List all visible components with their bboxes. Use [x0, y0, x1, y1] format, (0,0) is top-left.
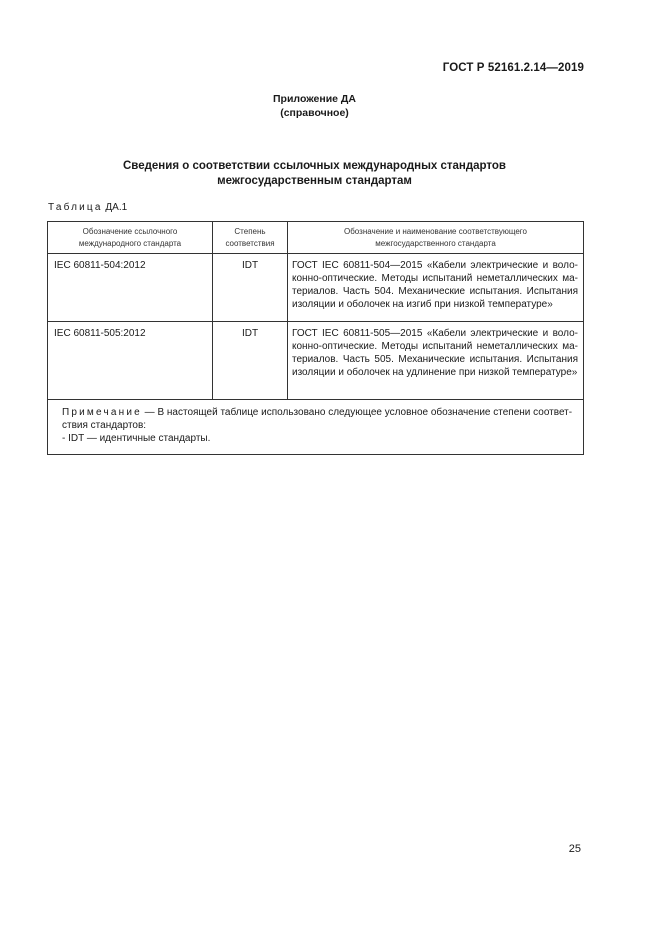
table-caption-number: ДА.1: [105, 202, 128, 213]
document-code: ГОСТ Р 52161.2.14—2019: [442, 62, 584, 74]
table-note: [48, 400, 584, 455]
table-note-row: [48, 400, 584, 455]
section-title: [0, 159, 629, 189]
header-col2-line1: Степень: [234, 227, 266, 236]
annex-title: Приложение ДА: [273, 93, 356, 105]
cell-degree: IDT: [213, 322, 288, 400]
header-col1-line2: международного стандарта: [78, 239, 182, 248]
header-col3-line1: Обозначение и наименование соответствующего: [344, 227, 527, 236]
header-col1-line1: Обозначение ссылочного: [82, 227, 178, 236]
page-number: 25: [568, 843, 581, 855]
cell-standard-name: ГОСТ IEC 60811-504—2015 «Кабели электрические и волоконно-оптические. Методы испытаний неметаллических материалов. Часть 504. Механические испытания. Испытания изоляции и оболочек на изгиб при низкой температуре»: [288, 254, 584, 322]
table-caption-word: Таблица: [48, 202, 103, 213]
note-paragraph: [54, 406, 577, 432]
header-degree: [213, 222, 288, 254]
cell-standard-name: ГОСТ IEC 60811-505—2015 «Кабели электрические и волоконно-оптические. Методы испытаний неметаллических материалов. Часть 505. Механические испытания. Испытания изоляции и оболочек на удлинение при низкой температуре»: [288, 322, 584, 400]
table-header-row: [48, 222, 584, 254]
annex-subtitle: (справочное): [280, 107, 349, 119]
header-col3-line2: межгосударственного стандарта: [375, 239, 496, 248]
table-row: [48, 254, 584, 322]
table-caption: [48, 202, 127, 213]
header-col2-line2: соответствия: [225, 239, 275, 248]
cell-reference: IEC 60811-504:2012: [48, 254, 213, 322]
note-label: Примечание: [62, 407, 142, 418]
section-title-line-2: межгосударственным стандартам: [217, 175, 412, 187]
cell-degree: IDT: [213, 254, 288, 322]
note-item: - IDT — идентичные стандарты.: [62, 433, 211, 444]
note-text: — В настоящей таблице использовано следующее условное обозначение степени соответствия стандартов:: [62, 407, 573, 431]
table-row: [48, 322, 584, 400]
header-interstate-standard: [288, 222, 584, 254]
cell-reference: IEC 60811-505:2012: [48, 322, 213, 400]
correspondence-table: [47, 221, 584, 455]
header-international-standard: [48, 222, 213, 254]
section-title-line-1: Сведения о соответствии ссылочных международных стандартов: [122, 160, 506, 172]
